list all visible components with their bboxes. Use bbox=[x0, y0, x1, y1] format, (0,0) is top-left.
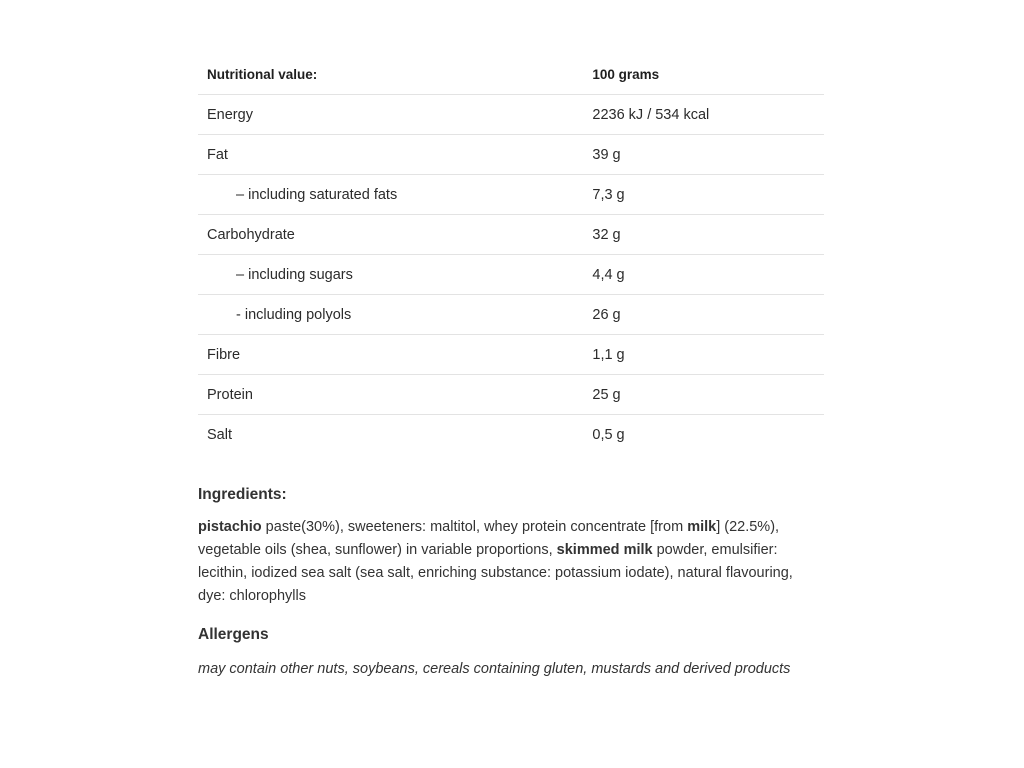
nutrition-header-row bbox=[198, 55, 824, 95]
allergens-text: may contain other nuts, soybeans, cereals containing gluten, mustards and derived products bbox=[198, 661, 791, 677]
allergens-title: Allergens bbox=[198, 626, 269, 643]
nutrient-name: – including saturated fats bbox=[198, 175, 592, 215]
ingredients-title: Ingredients: bbox=[198, 486, 287, 503]
nutrient-value: 4,4 g bbox=[592, 255, 824, 295]
nutrient-name: – including sugars bbox=[198, 255, 592, 295]
nutrient-name: Fibre bbox=[198, 335, 592, 375]
nutrient-name: Salt bbox=[207, 426, 232, 443]
ingredient-highlight: milk bbox=[687, 519, 717, 535]
nutrient-name: Carbohydrate bbox=[198, 215, 592, 255]
table-row bbox=[198, 375, 824, 415]
table-row bbox=[198, 135, 824, 175]
ingredient-highlight: pistachio bbox=[198, 519, 262, 535]
table-row bbox=[198, 255, 824, 295]
header-value: 100 grams bbox=[592, 55, 824, 95]
ingredient-text-part: paste(30%), sweeteners: maltitol, whey protein concentrate [from bbox=[261, 519, 688, 535]
ingredients-text bbox=[198, 516, 824, 608]
ingredient-text-part: powder, emulsifier: lecithin, iodized sea salt (sea salt, enriching substance: potassium iodate), natural flavouring, dye: chlorophylls bbox=[198, 542, 793, 604]
ingredient-highlight: skimmed milk bbox=[556, 542, 653, 558]
table-row bbox=[198, 415, 824, 455]
nutrient-value: 39 g bbox=[592, 135, 824, 175]
nutrition-table bbox=[198, 55, 824, 454]
table-row bbox=[198, 295, 824, 335]
product-info bbox=[198, 55, 824, 681]
header-name: Nutritional value: bbox=[198, 55, 592, 95]
nutrient-name: Protein bbox=[198, 375, 592, 415]
nutrient-value: 25 g bbox=[592, 375, 824, 415]
table-row bbox=[198, 175, 824, 215]
nutrient-value: 0,5 g bbox=[592, 426, 625, 443]
nutrient-value: 7,3 g bbox=[592, 175, 824, 215]
ingredient-text-part: ] (22.5%), vegetable oils (shea, sunflower) in variable proportions, bbox=[198, 519, 780, 558]
table-row bbox=[198, 215, 824, 255]
nutrient-name: Energy bbox=[198, 95, 592, 135]
table-row bbox=[198, 335, 824, 375]
nutrient-value: 26 g bbox=[592, 295, 824, 335]
nutrient-value: 2236 kJ / 534 kcal bbox=[592, 95, 824, 135]
nutrient-value: 1,1 g bbox=[592, 335, 824, 375]
nutrient-name: - including polyols bbox=[198, 295, 592, 335]
table-row bbox=[198, 95, 824, 135]
nutrient-value: 32 g bbox=[592, 215, 824, 255]
nutrient-name: Fat bbox=[198, 135, 592, 175]
